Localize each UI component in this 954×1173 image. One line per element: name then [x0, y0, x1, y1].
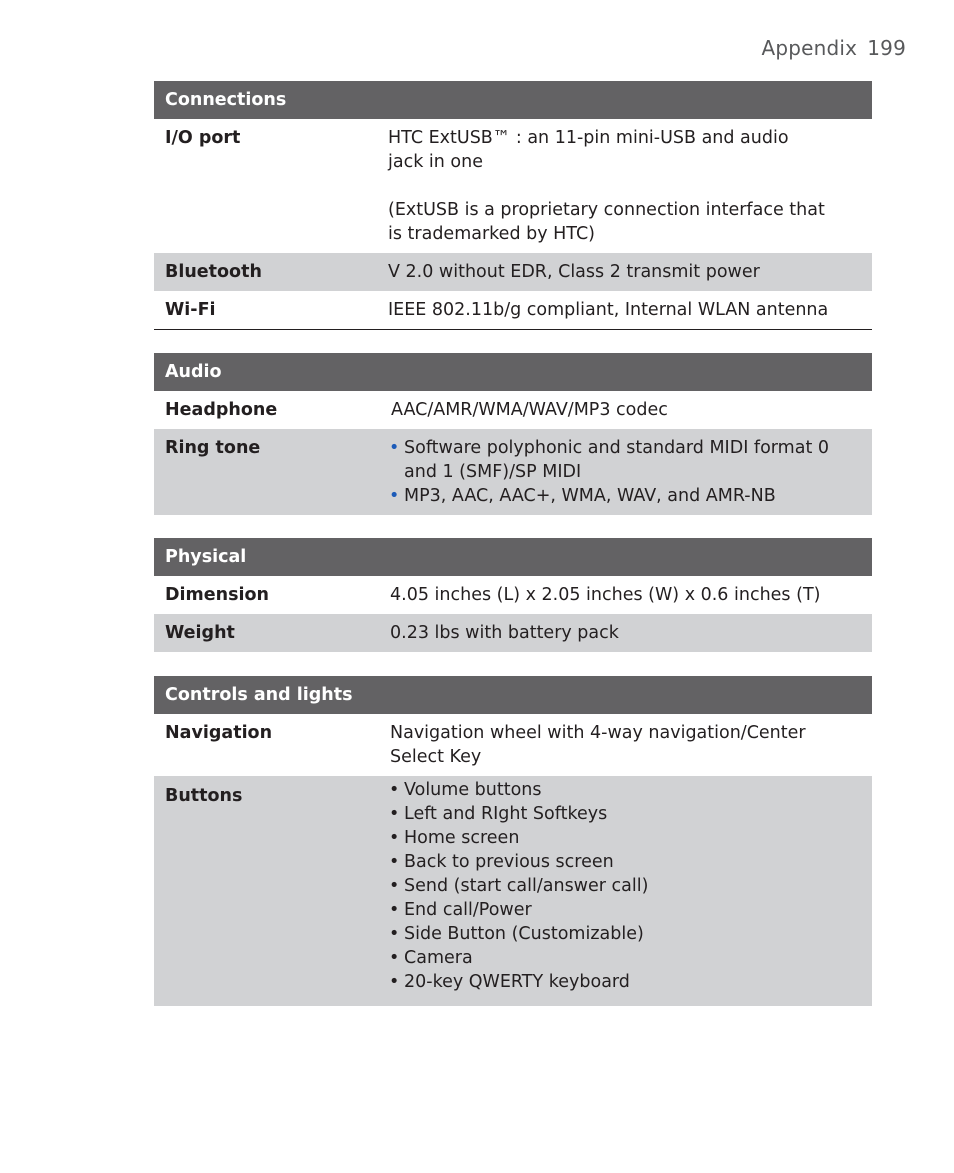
row-value-weight: 0.23 lbs with battery pack	[388, 614, 872, 652]
list-item: • Send (start call/answer call)	[388, 874, 861, 898]
buttons-list	[388, 778, 861, 994]
row-label-headphone: Headphone	[165, 400, 278, 420]
table-row	[154, 391, 872, 429]
row-label-navigation: Navigation	[165, 723, 273, 743]
table-row	[154, 576, 872, 614]
list-item: • Left and RIght Softkeys	[388, 802, 861, 826]
audio-table	[154, 353, 872, 515]
row-value-wifi: IEEE 802.11b/g compliant, Internal WLAN antenna	[388, 291, 872, 330]
row-value-ring-tone	[388, 429, 872, 515]
section-title-controls: Controls and lights	[154, 676, 872, 714]
page-header	[761, 36, 906, 60]
table-row	[154, 614, 872, 652]
section-header	[154, 353, 872, 391]
list-item: • Software polyphonic and standard MIDI format 0 and 1 (SMF)/SP MIDI	[388, 436, 861, 484]
table-row	[154, 429, 872, 515]
list-item: • Home screen	[388, 826, 861, 850]
list-item: • 20-key QWERTY keyboard	[388, 970, 861, 994]
table-row	[154, 776, 872, 1006]
list-item: • Volume buttons	[388, 778, 861, 802]
section-header	[154, 538, 872, 576]
connections-table	[154, 81, 872, 330]
table-row	[154, 253, 872, 291]
controls-table	[154, 676, 872, 1006]
row-value-navigation: Navigation wheel with 4-way navigation/Center Select Key	[390, 723, 806, 767]
page-number: 199	[867, 36, 906, 60]
table-row	[154, 714, 872, 776]
section-title-audio: Audio	[154, 353, 872, 391]
ring-tone-list	[388, 436, 861, 508]
row-label-wifi: Wi-Fi	[154, 291, 388, 330]
list-item: • End call/Power	[388, 898, 861, 922]
row-label-weight: Weight	[154, 614, 388, 652]
io-port-text-1: HTC ExtUSB™ : an 11-pin mini-USB and audio jack in one	[388, 128, 789, 172]
row-label-bluetooth: Bluetooth	[154, 253, 388, 291]
row-value-buttons	[388, 776, 872, 1006]
row-value-headphone: AAC/AMR/WMA/WAV/MP3 codec	[391, 400, 668, 420]
section-title-physical: Physical	[154, 538, 872, 576]
section-header	[154, 81, 872, 119]
row-label-dimension: Dimension	[165, 585, 269, 605]
section-title-connections: Connections	[154, 81, 872, 119]
row-value-dimension: 4.05 inches (L) x 2.05 inches (W) x 0.6 inches (T)	[390, 585, 821, 605]
table-row	[154, 291, 872, 330]
row-label-io-port: I/O port	[165, 128, 241, 148]
physical-table	[154, 538, 872, 652]
io-port-text-2: (ExtUSB is a proprietary connection interface that is trademarked by HTC)	[388, 200, 825, 244]
row-label-buttons: Buttons	[154, 776, 388, 1006]
list-item: • Camera	[388, 946, 861, 970]
row-label-ring-tone: Ring tone	[154, 429, 388, 515]
list-item: • Side Button (Customizable)	[388, 922, 861, 946]
row-value-bluetooth: V 2.0 without EDR, Class 2 transmit power	[388, 253, 872, 291]
table-row	[154, 119, 872, 253]
list-item: • Back to previous screen	[388, 850, 861, 874]
row-value-io-port	[388, 119, 872, 253]
running-head-title: Appendix	[761, 36, 858, 60]
list-item: • MP3, AAC, AAC+, WMA, WAV, and AMR-NB	[388, 484, 861, 508]
section-header	[154, 676, 872, 714]
